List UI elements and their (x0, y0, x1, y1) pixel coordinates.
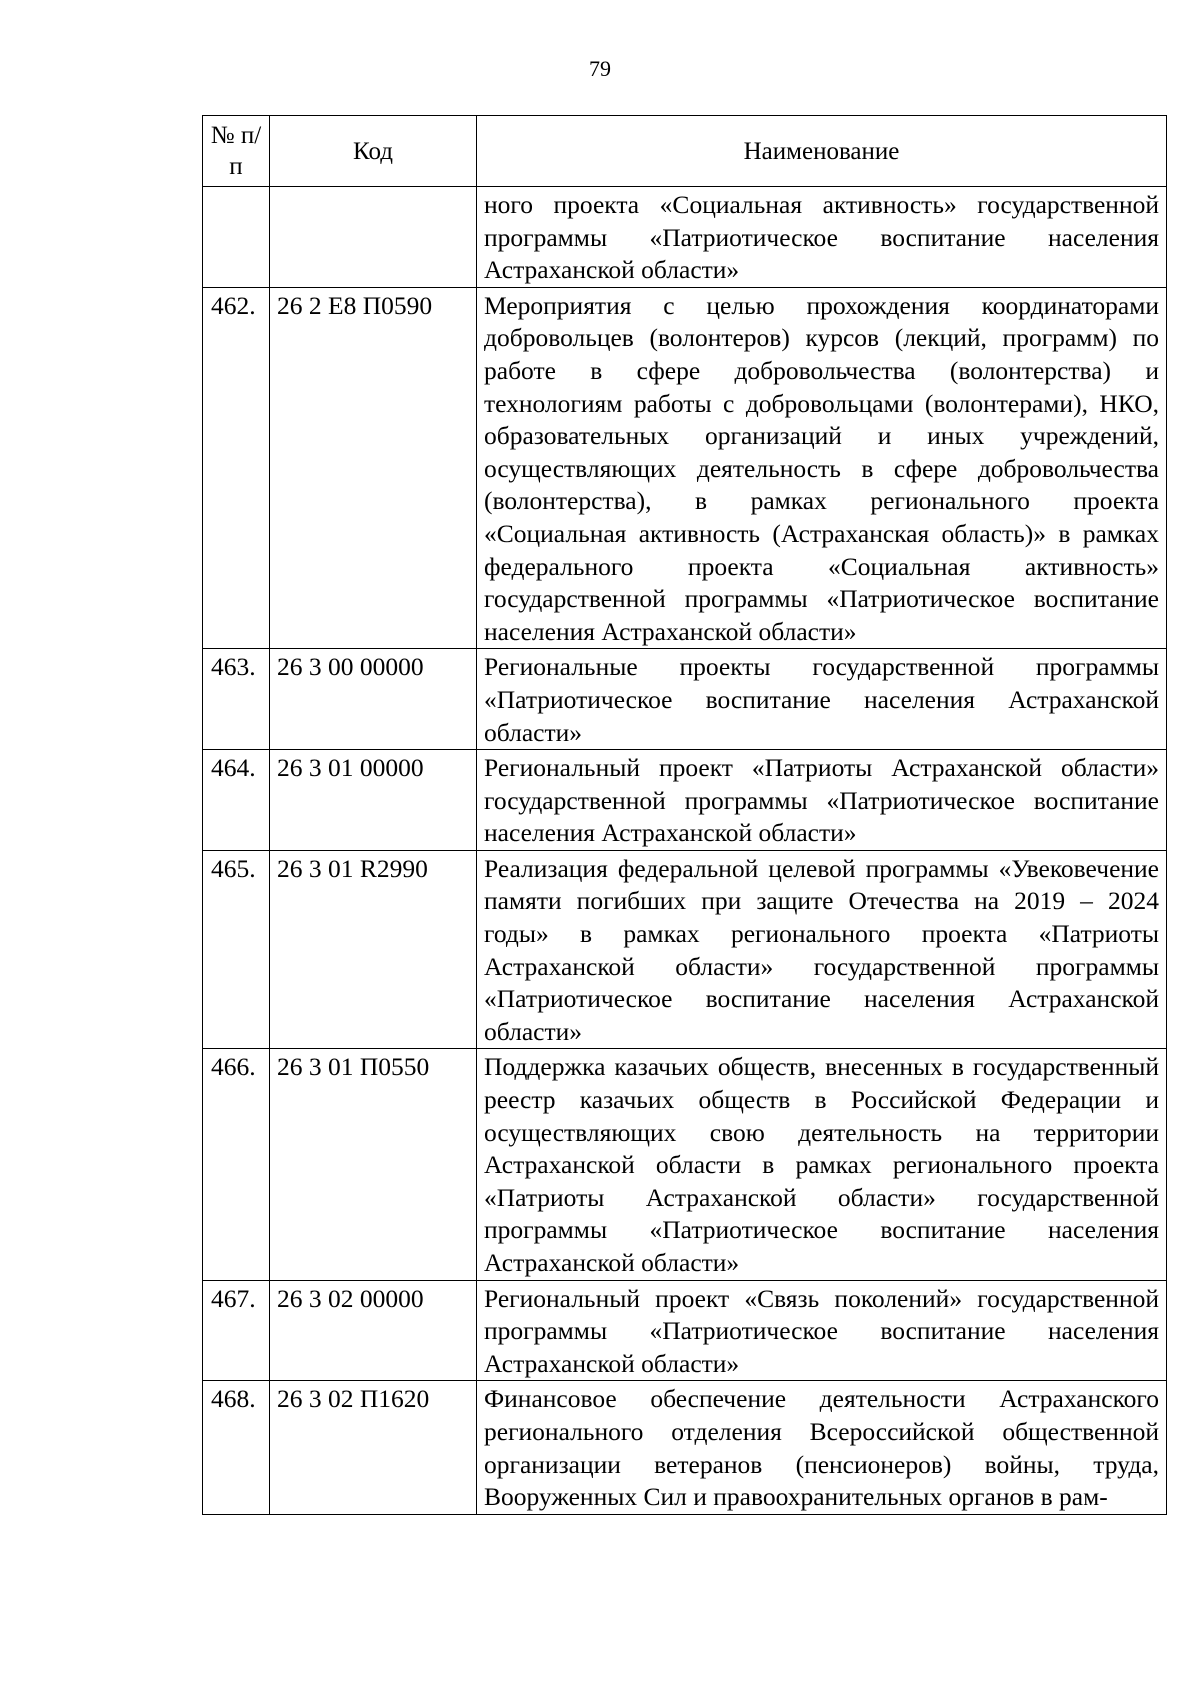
row-code (270, 187, 477, 288)
table-row (203, 1049, 1167, 1280)
row-name: Реализация федеральной целевой программы «Увековечение памяти погибших при защите Отечества на 2019 – 2024 годы» в рамках регионального проекта «Патриоты Астраханской области» государственной программы «Патриотическое воспитание населения Астраханской области» (477, 850, 1167, 1049)
row-name: Мероприятия с целью прохождения координаторами добровольцев (волонтеров) курсов (лекций, программ) по работе в сфере добровольчества (волонтерства) и технологиям работы с добровольцами (волонтерами), НКО, образовательных организаций и иных учреждений, осуществляющих деятельность в сфере добровольчества (волонтерства), в рамках регионального проекта «Социальная активность (Астраханская область)» в рамках федерального проекта «Социальная активность» государственной программы «Патриотическое воспитание населения Астраханской области» (477, 287, 1167, 649)
header-num: № п/п (203, 116, 270, 187)
header-code: Код (270, 116, 477, 187)
row-code: 26 3 01 П0550 (270, 1049, 477, 1280)
row-number: 462. (203, 287, 270, 649)
row-number: 468. (203, 1381, 270, 1514)
row-name: ного проекта «Социальная активность» государственной программы «Патриотическое воспитание населения Астраханской области» (477, 187, 1167, 288)
table-row (203, 1381, 1167, 1514)
row-code: 26 3 00 00000 (270, 649, 477, 750)
table-row (203, 187, 1167, 288)
row-code: 26 3 02 00000 (270, 1280, 477, 1381)
row-code: 26 3 02 П1620 (270, 1381, 477, 1514)
row-name: Региональный проект «Патриоты Астраханской области» государственной программы «Патриотическое воспитание населения Астраханской области» (477, 750, 1167, 851)
row-name: Финансовое обеспечение деятельности Астраханского регионального отделения Всероссийской общественной организации ветеранов (пенсионеров) войны, труда, Вооруженных Сил и правоохранительных органов в рам- (477, 1381, 1167, 1514)
budget-classification-table (202, 115, 1167, 1515)
row-number: 463. (203, 649, 270, 750)
row-code: 26 2 Е8 П0590 (270, 287, 477, 649)
row-code: 26 3 01 00000 (270, 750, 477, 851)
row-number: 467. (203, 1280, 270, 1381)
row-name: Региональный проект «Связь поколений» государственной программы «Патриотическое воспитание населения Астраханской области» (477, 1280, 1167, 1381)
row-number: 464. (203, 750, 270, 851)
table-header-row (203, 116, 1167, 187)
table-row (203, 649, 1167, 750)
row-number (203, 187, 270, 288)
row-number: 466. (203, 1049, 270, 1280)
table-row (203, 750, 1167, 851)
row-number: 465. (203, 850, 270, 1049)
table-row (203, 1280, 1167, 1381)
table-row (203, 287, 1167, 649)
table-row (203, 850, 1167, 1049)
row-code: 26 3 01 R2990 (270, 850, 477, 1049)
row-name: Региональные проекты государственной программы «Патриотическое воспитание населения Астраханской области» (477, 649, 1167, 750)
header-name: Наименование (477, 116, 1167, 187)
page-number: 79 (589, 56, 611, 81)
row-name: Поддержка казачьих обществ, внесенных в государственный реестр казачьих обществ в Российской Федерации и осуществляющих свою деятельность на территории Астраханской области в рамках регионального проекта «Патриоты Астраханской области» государственной программы «Патриотическое воспитание населения Астраханской области» (477, 1049, 1167, 1280)
